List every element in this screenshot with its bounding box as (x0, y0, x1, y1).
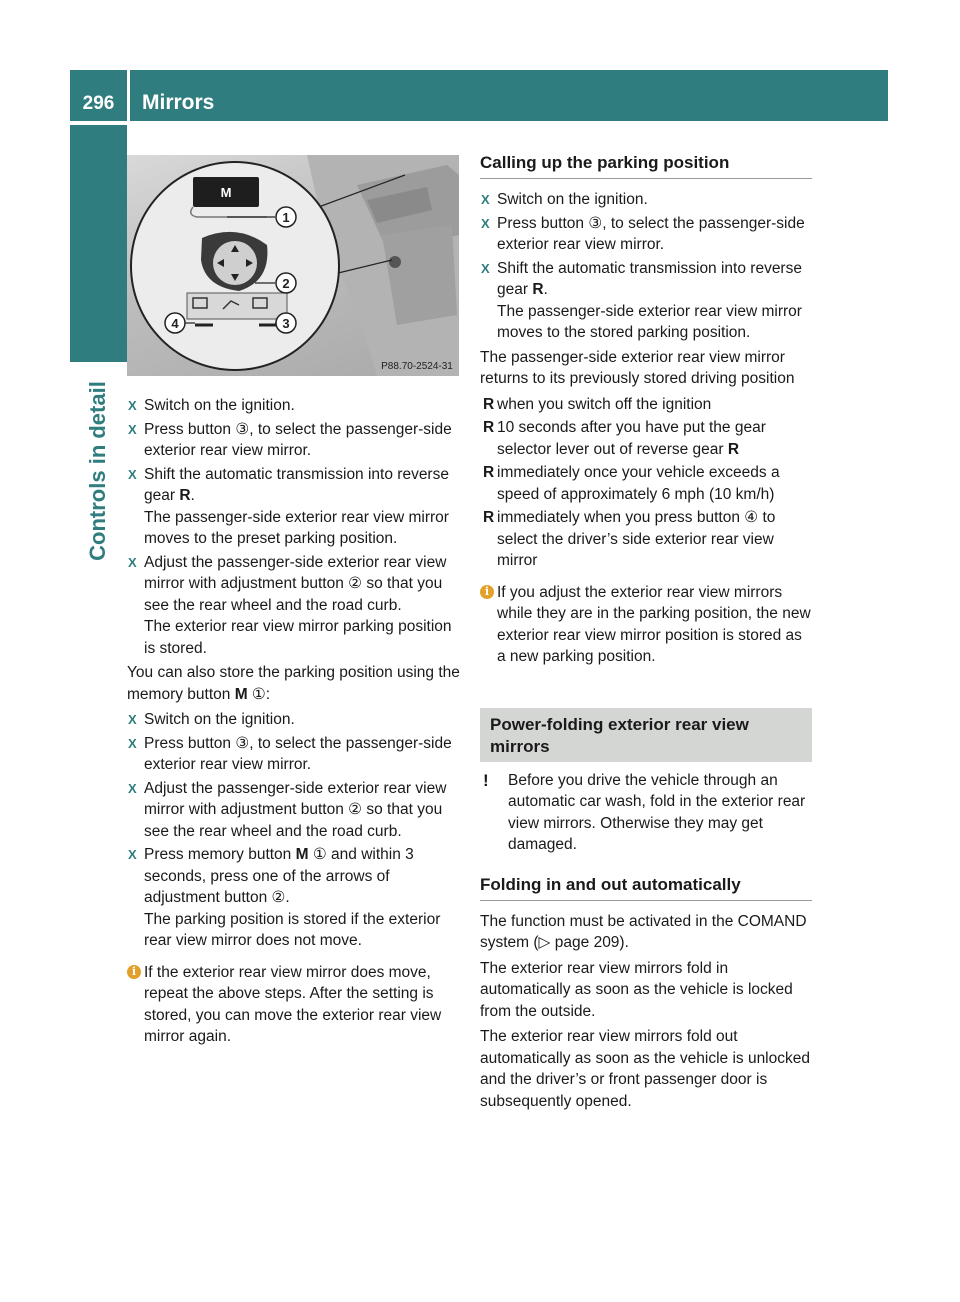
side-tab (70, 125, 127, 362)
info-note: i If the exterior rear view mirror does move, repeat the above steps. After the setting is stored, you can move the exterior rear view mirror again. (127, 962, 462, 1048)
paragraph: You can also store the parking position using the memory button M ①: (127, 664, 460, 703)
heading-parking-position: Calling up the parking position (480, 152, 812, 179)
step: X Press button ③, to select the passenger-side exterior rear view mirror. (128, 420, 452, 459)
step: X Shift the automatic transmission into reverse gear R. The passenger-side exterior rear view mirror moves to the stored parking position. (481, 259, 802, 341)
step-result: The parking position is stored if the exterior rear view mirror does not move. (144, 910, 441, 949)
warning-icon: ! (483, 770, 489, 790)
bullet-icon: R (483, 395, 495, 413)
callout-1: 1 (282, 210, 290, 225)
callout-4: 4 (171, 316, 179, 331)
callout-3: 3 (282, 316, 290, 331)
step-arrow-icon: X (481, 260, 490, 276)
right-column (480, 152, 812, 1116)
info-note: i If you adjust the exterior rear view mirrors while they are in the parking position, the new exterior rear view mirror position is stored as a new parking position. (480, 582, 812, 668)
step-arrow-icon: X (128, 780, 137, 796)
step: X Shift the automatic transmission into reverse gear R. The passenger-side exterior rear view mirror moves to the preset parking position. (128, 465, 449, 547)
step: X Switch on the ignition. (480, 189, 812, 211)
step-result: The passenger-side exterior rear view mirror moves to the preset parking position. (144, 508, 449, 547)
bullet-icon: R (483, 419, 495, 436)
heading-folding-automatic: Folding in and out automatically (480, 874, 812, 901)
side-label (70, 366, 127, 576)
step-arrow-icon: X (128, 712, 137, 727)
bullet-icon: R (483, 509, 495, 526)
side-label-text: Controls in detail (85, 381, 110, 561)
step-arrow-icon: X (481, 192, 490, 207)
warning-note: ! Before you drive the vehicle through an automatic car wash, fold in the exterior rear view mirrors. Otherwise they may get damaged. (483, 770, 806, 853)
step: X Press memory button M ① and within 3 seconds, press one of the arrows of adjustment button ②. The parking position is stored if the exterior rear view mirror does not move. (128, 846, 441, 949)
step-arrow-icon: X (128, 735, 137, 751)
paragraph: The passenger-side exterior rear view mirror returns to its previously stored driving position (480, 348, 795, 387)
info-icon: i (127, 965, 141, 979)
memory-button-label: M (220, 185, 232, 200)
callout-2: 2 (282, 276, 290, 291)
step-arrow-icon: X (128, 421, 137, 437)
header-divider (127, 70, 130, 121)
step: X Press button ③, to select the passenger-side exterior rear view mirror. (128, 734, 452, 773)
mirror-controls-figure (127, 155, 459, 376)
heading-power-folding: Power-folding exterior rear view mirrors (480, 708, 812, 762)
step-result: The exterior rear view mirror parking position is stored. (144, 618, 452, 657)
paragraph: The exterior rear view mirrors fold in automatically as soon as the vehicle is locked from the outside. (480, 959, 793, 1020)
step-arrow-icon: X (481, 215, 490, 231)
step: X Switch on the ignition. (127, 709, 462, 731)
left-column (127, 395, 462, 1048)
bullet-icon: R (483, 464, 495, 481)
figure-id: P88.70-2524-31 (381, 361, 453, 372)
step: X Switch on the ignition. (127, 395, 462, 417)
door-panel-illustration (127, 155, 459, 376)
step-arrow-icon: X (128, 466, 137, 482)
step-result: The passenger-side exterior rear view mirror moves to the stored parking position. (497, 302, 802, 341)
step-arrow-icon: X (128, 847, 137, 862)
section-title: Mirrors (142, 91, 215, 114)
list-item: R immediately once your vehicle exceeds a speed of approximately 6 mph (10 km/h) (483, 464, 780, 503)
step: X Adjust the passenger-side exterior rear view mirror with adjustment button ② so that you see the rear wheel and the road curb. The exterior rear view mirror parking position is stored. (128, 553, 452, 657)
list-item: R when you switch off the ignition (480, 394, 812, 416)
paragraph: The exterior rear view mirrors fold out automatically as soon as the vehicle is unlocked and the driver’s or front passenger door is subsequently opened. (480, 1028, 810, 1110)
step: X Press button ③, to select the passenger-side exterior rear view mirror. (481, 214, 805, 253)
step: X Adjust the passenger-side exterior rear view mirror with adjustment button ② so that you see the rear wheel and the road curb. (128, 779, 447, 840)
list-item: R immediately when you press button ④ to select the driver’s side exterior rear view mirror (483, 509, 776, 569)
page-header (70, 70, 888, 121)
paragraph: The function must be activated in the COMAND system (▷ page 209). (480, 912, 807, 951)
step-arrow-icon: X (128, 554, 137, 570)
list-item: R 10 seconds after you have put the gear selector lever out of reverse gear R (483, 419, 766, 458)
step-arrow-icon: X (128, 398, 137, 413)
info-icon: i (480, 585, 494, 599)
page-number: 296 (82, 93, 115, 114)
